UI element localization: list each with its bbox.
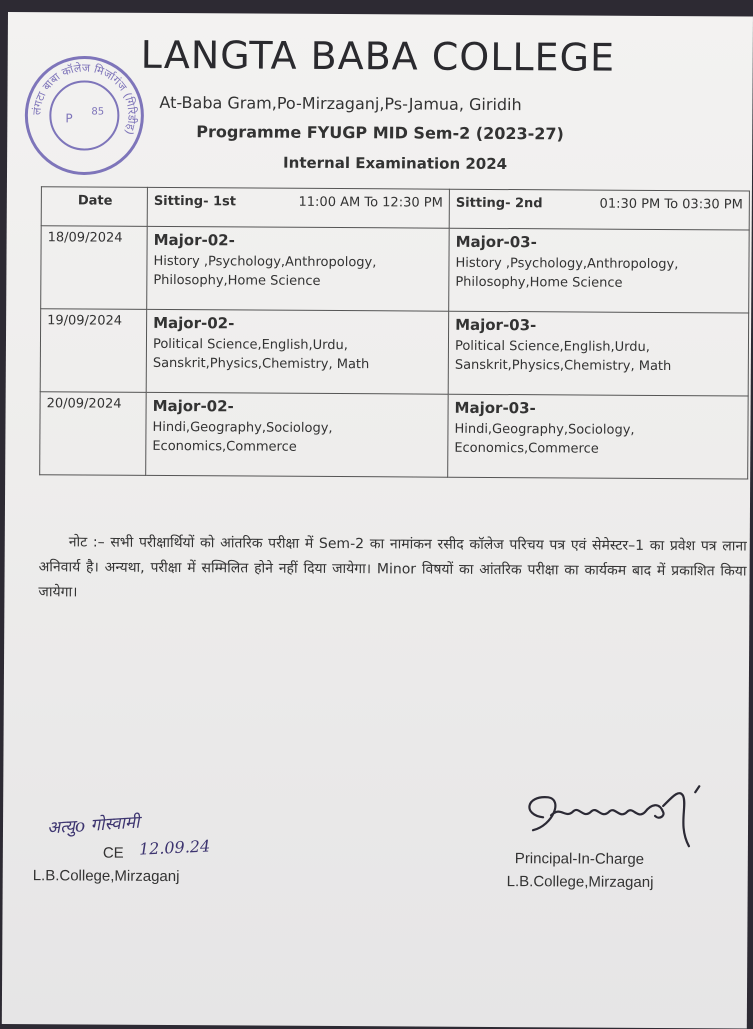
subject-list: Political Science,English,Urdu, Sanskrit,Physics,Chemistry, Math [454,338,672,375]
ce-college: L.B.College,Mirzaganj [32,867,180,886]
sitting1-time: 11:00 AM To 12:30 PM [298,194,443,211]
major-label: Major-03- [455,315,537,335]
row-date: 20/09/2024 [40,392,147,476]
table-row [41,226,749,313]
sitting2-label: Sitting- 2nd [455,195,543,212]
table-row [40,392,748,479]
header-sitting-1 [147,187,449,228]
exam-notice-page [2,12,753,1029]
sitting2-cell [448,311,749,396]
exam-schedule-table [39,186,750,479]
major-label: Major-03- [455,232,537,252]
principal-college: L.B.College,Mirzaganj [506,873,654,891]
major-label: Major-02- [152,396,234,416]
sitting1-cell [147,226,450,311]
row-date: 18/09/2024 [41,226,148,310]
principal-signature-icon [513,775,703,851]
row-date: 19/09/2024 [40,309,147,393]
major-label: Major-03- [454,398,536,418]
subject-list: History ,Psychology,Anthropology, Philosophy,Home Science [455,255,679,291]
college-title: LANGTA BABA COLLEGE [140,32,616,80]
college-stamp [21,52,148,179]
ce-signature-block [33,812,254,903]
principal-role: Principal-In-Charge [514,850,645,868]
hindi-note: नोट :– सभी परीक्षार्थियों को आंतरिक परीक्षा में Sem-2 का नामांकन रसीद कॉलेज परिचय पत्र एवं सेमेस्टर–1 का प्रवेश पत्र लाना अनिवार्य है। अन्यथा, परीक्षा में सम्मिलित होने नहीं दिया जायेगा। Minor विषयों का आंतरिक परीक्षा का कार्यकम बाद में प्रकाशित किया जायेगा। [38,534,747,601]
stamp-number: 85 [91,106,105,118]
principal-signature-block [503,775,724,906]
major-label: Major-02- [153,313,235,333]
subject-list: Political Science,English,Urdu, Sanskrit,Physics,Chemistry, Math [152,336,370,373]
ce-designation: CE [102,844,124,862]
table-row [40,309,748,396]
sitting2-time: 01:30 PM To 03:30 PM [599,196,743,213]
sitting1-cell [146,309,449,394]
header-sitting-2 [449,189,749,230]
subject-list: History ,Psychology,Anthropology, Philosophy,Home Science [153,253,377,289]
stamp-ring-text: लंगटा बाबा कॉलेज मिर्जागंज (गिरिडीह) [30,61,139,137]
ce-handwritten-name: अत्युo गोस्वामी [46,812,141,839]
sitting1-cell [146,392,449,477]
ce-handwritten-date: 12.09.24 [138,836,211,859]
table-header-row [41,187,749,230]
header-date-label: Date [77,193,113,209]
exam-title: Internal Examination 2024 [283,153,508,174]
header-date [41,187,147,227]
sitting2-cell [449,228,750,313]
major-label: Major-02- [153,230,235,250]
programme-line: Programme FYUGP MID Sem-2 (2023-27) [196,122,564,144]
sitting1-label: Sitting- 1st [153,193,237,210]
subject-list: Hindi,Geography,Sociology, Economics,Commerce [454,421,635,457]
college-address: At-Baba Gram,Po-Mirzaganj,Ps-Jamua, Giridih [159,92,522,115]
subject-list: Hindi,Geography,Sociology, Economics,Commerce [152,419,333,455]
stamp-center-text: P [65,111,73,126]
sitting2-cell [448,394,749,479]
